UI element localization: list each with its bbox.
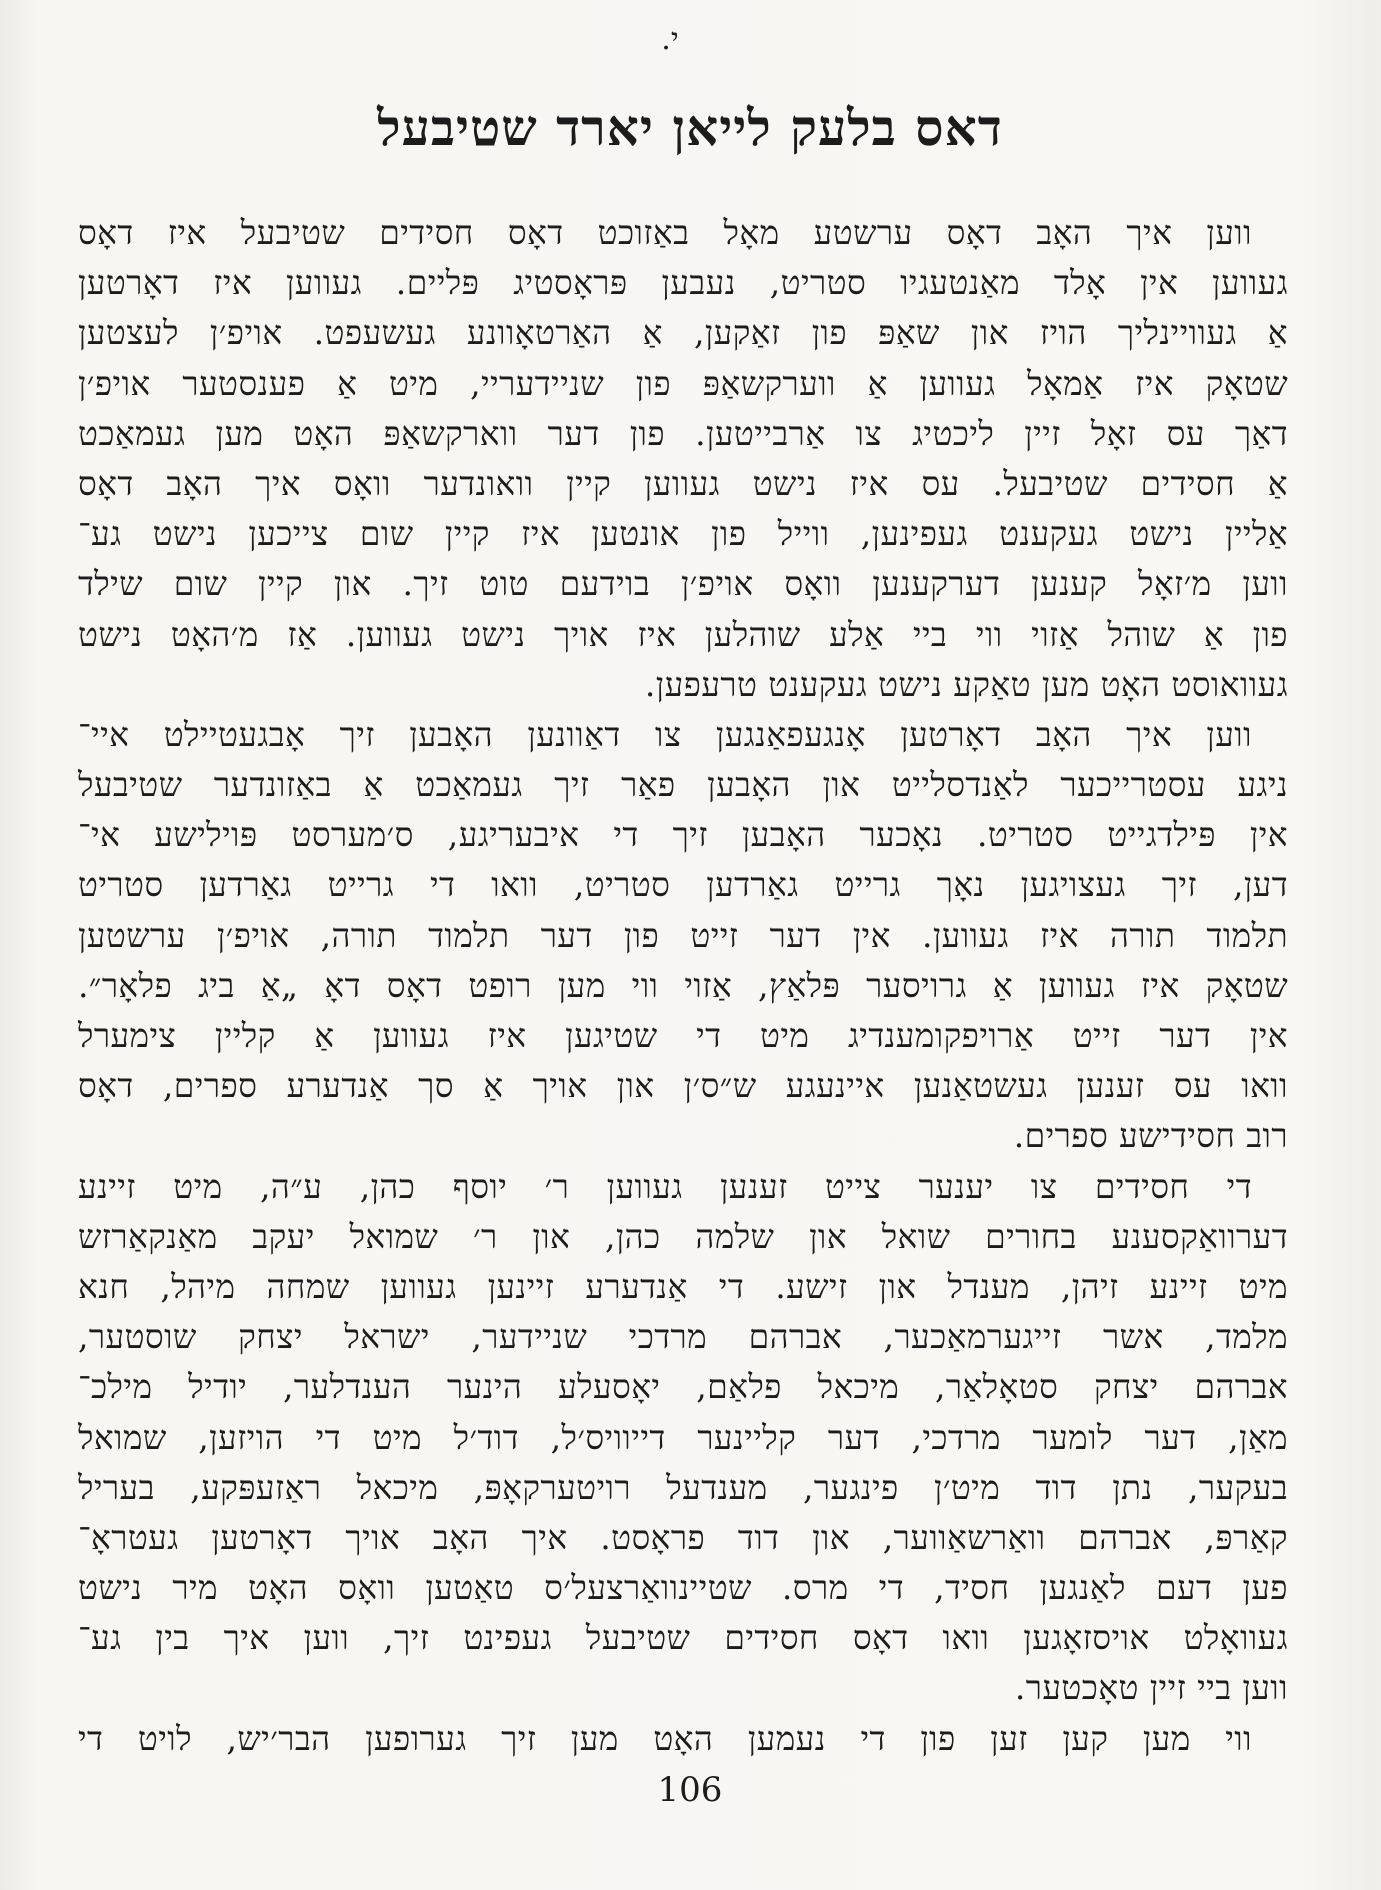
text-line: ווי מען קען זען פון די נעמען האָט מען זיך גערופען הבר׳יש, לויט די	[78, 1718, 1252, 1758]
text-line: בעקער, נתן דוד מיט׳ן פינגער, מענדעל רויטערקאָפּ, מיכאל ראַזעפּקע, בעריל	[78, 1467, 1288, 1507]
text-line: מאַן, דער לומער מרדכי, דער קליינער דייוויס׳ל, דוד׳ל מיט די הויזען, שמואל	[78, 1417, 1288, 1457]
text-line: שטאָק איז אַמאָל געווען אַ ווערקשאַפּ פון שניידעריי, מיט אַ פענסטער אויפ׳ן	[78, 363, 1288, 403]
text-line: ווען ביי זיין טאָכטער.	[1014, 1668, 1288, 1708]
page-number: 106	[657, 1770, 723, 1810]
text-line: שטאָק איז געווען אַ גרויסער פּלאַץ, אַזוי ווי מען רופט דאָס דאָ „אַ ביג פלאָר״.	[78, 965, 1288, 1005]
text-line: ווען איך האָב דאָס ערשטע מאָל באַזוכט דאָס חסידים שטיבעל איז דאָס	[78, 213, 1252, 252]
text-line: אין פּילדגייט סטריט. נאָכער האָבען זיך די איבעריגע, ס׳מערסט פּוילישע אי־	[78, 815, 1288, 855]
chapter-title: דאס בלעק לייאן יארד שטיבעל	[377, 98, 1003, 157]
text-line: ווען איך האָב דאָרטען אָנגעפאַנגען צו דאַוונען האָבען זיך אָבגעטיילט איי־	[78, 714, 1252, 754]
text-line: געוואָלט אויסזאָגען וואו דאָס חסידים שטיבעל געפינט זיך, ווען איך בין גע־	[78, 1618, 1288, 1658]
text-line: פען דעם לאַנגען חסיד, די מרס. שטיינוואַרצעל׳ס טאַטען וואָס האָט מיר נישט	[78, 1568, 1288, 1608]
text-line: דאַך עס זאָל זיין ליכטיג צו אַרבייטען. פון דער ווארקשאַפּ האָט מען געמאַכט	[78, 413, 1288, 453]
text-line: דערוואַקסענע בחורים שואל און שלמה כהן, און ר׳ שמואל יעקב מאַנקאַרזש	[78, 1216, 1288, 1256]
text-line: געוואוסט האָט מען טאַקע נישט געקענט טרעפען.	[644, 664, 1288, 704]
text-line: תלמוד תורה איז געווען. אין דער זייט פון דער תלמוד תורה, אויפ׳ן ערשטען	[78, 915, 1288, 955]
section-marker: י.	[661, 22, 679, 57]
text-line: די חסידים צו יענער צייט זענען געווען ר׳ יוסף כהן, ע״ה, מיט זיינע	[78, 1166, 1252, 1206]
text-line: אַ געוויינליך הויז און שאַפּ פון זאַקען, אַ האַרטאָוונע געשעפט. אויפ׳ן לעצטען	[78, 313, 1288, 353]
text-line: פון אַ שוהל אַזוי ווי ביי אַלע שוהלען איז אויך נישט געווען. אַז מ׳האָט נישט	[78, 614, 1288, 654]
text-line: געווען אין אָלד מאַנטעגיו סטריט, נעבען פּראָסטיג פּליים. געווען איז דאָרטען	[78, 263, 1288, 303]
text-line: ווען מ׳זאָל קענען דערקענען וואָס אויפ׳ן בוידעם טוט זיך. און קיין שום שילד	[78, 564, 1288, 604]
text-line: דען, זיך געצויגען נאָך גרייט גאַרדען סטריט, וואו די גרייט גאַרדען סטריט	[78, 865, 1288, 905]
text-line: מיט זיינע זיהן, מענדל און זישע. די אַנדערע זיינען געווען שמחה מיהל, חנא	[78, 1266, 1288, 1306]
text-line: ניגע עסטרייכער לאַנדסלייט און האָבען פאַר זיך געמאַכט אַ באַזונדער שטיבעל	[78, 765, 1288, 805]
text-line: מלמד, אשר זייגערמאַכער, אברהם מרדכי שניידער, ישראל יצחק שוסטער,	[78, 1317, 1288, 1357]
text-line: אברהם יצחק סטאָלאַר, מיכאל פלאַם, יאָסעלע הינער הענדלער, יודיל מילכ־	[78, 1367, 1288, 1407]
text-line: רוב חסידישע ספרים.	[1013, 1116, 1288, 1156]
text-line: קאַרפּ, אברהם וואַרשאַווער, און דוד פראָסט. איך האָב אויך דאָרטען געטראָ־	[78, 1517, 1288, 1557]
text-line: אין דער זייט אַרויפקומענדיג מיט די שטיגען איז געווען אַ קליין צימערל	[78, 1016, 1288, 1055]
text-line: אַליין נישט געקענט געפינען, ווייל פון אונטען איז קיין שום צייכען נישט גע־	[78, 514, 1288, 554]
body-text	[78, 208, 1288, 1764]
text-line: אַ חסידים שטיבעל. עס איז נישט געווען קיין וואונדער וואָס איך האָב דאָס	[78, 463, 1288, 503]
text-line: וואו עס זענען געשטאַנען איינעגע ש״ס׳ן און אויך אַ סך אַנדערע ספרים, דאָס	[78, 1066, 1288, 1106]
